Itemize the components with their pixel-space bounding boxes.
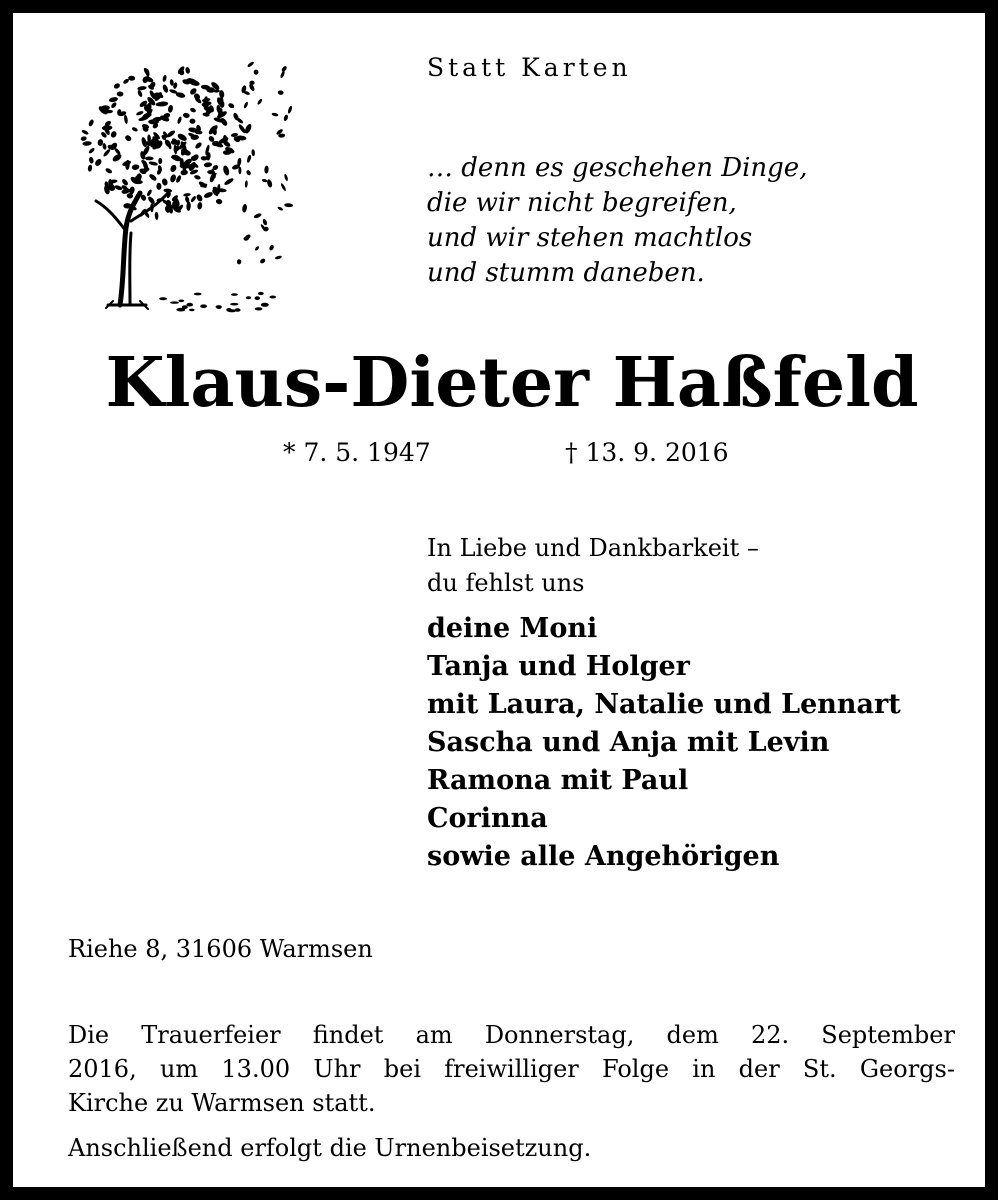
- deceased-name: Klaus-Dieter Haßfeld: [105, 343, 919, 423]
- quote-block: [427, 151, 807, 291]
- family-line: deine Moni: [427, 613, 598, 644]
- ceremony-word: um: [159, 1055, 199, 1083]
- ceremony-word: Georgs-: [859, 1055, 955, 1083]
- family-line: Corinna: [427, 803, 548, 834]
- ceremony-line-3: Kirche zu Warmsen statt.: [68, 1089, 376, 1117]
- family-line: Tanja und Holger: [427, 651, 690, 682]
- ceremony-line-1: [68, 1018, 955, 1052]
- quote-line: und wir stehen machtlos: [427, 223, 753, 253]
- ceremony-word: dem: [666, 1021, 719, 1049]
- family-line: Ramona mit Paul: [427, 765, 689, 796]
- ceremony-notice: [68, 1018, 955, 1120]
- dedication-line: du fehlst uns: [427, 569, 585, 597]
- dedication-block: [427, 531, 759, 601]
- tree-with-falling-leaves-icon: [68, 43, 308, 323]
- dedication-line: In Liebe und Dankbarkeit –: [427, 534, 759, 562]
- ceremony-word: Uhr: [313, 1055, 361, 1083]
- family-line: Sascha und Anja mit Levin: [427, 727, 830, 758]
- ceremony-word: Folge: [602, 1055, 670, 1083]
- ceremony-word: der: [738, 1055, 780, 1083]
- ceremony-word: in: [692, 1055, 716, 1083]
- death-date: † 13. 9. 2016: [565, 438, 729, 467]
- quote-line: … denn es geschehen Dinge,: [427, 153, 808, 183]
- ceremony-word: findet: [312, 1021, 384, 1049]
- statt-karten-label: Statt Karten: [427, 53, 632, 82]
- ceremony-word: 13.00: [221, 1055, 291, 1083]
- ceremony-word: am: [415, 1021, 453, 1049]
- quote-line: die wir nicht begreifen,: [427, 188, 737, 218]
- ceremony-word: freiwilliger: [444, 1055, 579, 1083]
- ceremony-word: bei: [383, 1055, 421, 1083]
- ceremony-word: 22.: [750, 1021, 790, 1049]
- family-line: mit Laura, Natalie und Lennart: [427, 689, 901, 720]
- ceremony-word: 2016,: [68, 1055, 137, 1083]
- urn-burial-note: Anschließend erfolgt die Urnenbeisetzung.: [68, 1134, 592, 1162]
- family-signatures: [427, 610, 901, 876]
- ceremony-word: Donnerstag,: [484, 1021, 635, 1049]
- family-line: sowie alle Angehörigen: [427, 841, 780, 872]
- address: Riehe 8, 31606 Warmsen: [68, 935, 373, 963]
- ceremony-word: September: [821, 1021, 955, 1049]
- ceremony-word: St.: [802, 1055, 837, 1083]
- ceremony-word: Die: [68, 1021, 110, 1049]
- ceremony-line-2: [68, 1052, 955, 1086]
- quote-line: und stumm daneben.: [427, 258, 705, 288]
- ceremony-word: Trauerfeier: [141, 1021, 281, 1049]
- birth-date: * 7. 5. 1947: [283, 438, 431, 467]
